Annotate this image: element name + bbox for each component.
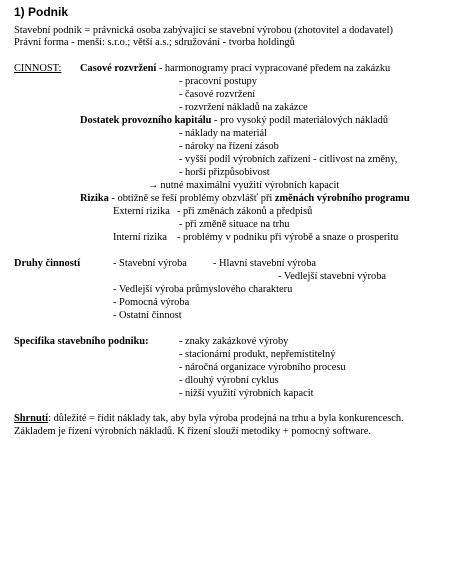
dostatek-item: - vyšší podíl výrobních zařízení - citlivost na změny, bbox=[179, 154, 398, 165]
shrnuti-label: Shrnutí bbox=[14, 413, 49, 424]
rizika-label: Rizika bbox=[80, 193, 109, 204]
specifika-item: - náročná organizace výrobního procesu bbox=[179, 362, 346, 373]
dostatek-text: - pro vysoký podíl materiálových nákladů bbox=[211, 115, 389, 126]
druhy-hlavni: - Hlavní stavební výroba bbox=[213, 258, 317, 269]
casove-label: Casové rozvržení bbox=[80, 63, 157, 74]
rizika-text-bold: změnách výrobního programu bbox=[274, 193, 410, 204]
cinnost-label: CINNOST: bbox=[14, 63, 62, 74]
dostatek-item: - horší přizpůsobivost bbox=[179, 167, 270, 178]
dostatek-label: Dostatek provozního kapitálu bbox=[80, 115, 212, 126]
externi-rizika-label: Externí rizika bbox=[113, 206, 170, 217]
interni-rizika-label: Interní rizika bbox=[113, 232, 167, 243]
specifika-item: - dlouhý výrobní cyklus bbox=[179, 375, 279, 386]
druhy-stavebni: - Stavební výroba bbox=[113, 258, 187, 269]
casove-item: - časové rozvržení bbox=[179, 89, 256, 100]
casove-item: - rozvržení nákladů na zakázce bbox=[179, 102, 308, 113]
rizika-text: - obtížně se řeší problémy obzvlášť při bbox=[108, 193, 275, 204]
casove-text: - harmonogramy prací vypracované předem na zakázku bbox=[156, 63, 391, 74]
druhy-vedlejsi-stavebni: - Vedlejší stavební výroba bbox=[278, 271, 387, 282]
dostatek-item: - nároky na řízení zásob bbox=[179, 141, 279, 152]
externi-rizika-item: - při změnách zákonů a předpisů bbox=[177, 206, 313, 217]
casove-line bbox=[80, 63, 390, 75]
dostatek-conclusion bbox=[148, 180, 339, 192]
interni-rizika-item: - problémy v podniku při výrobě a snaze o prosperitu bbox=[177, 232, 399, 243]
shrnuti-text-1: : důležité = řídit náklady tak, aby byla výroba prodejná na trhu a byla konkurencesch. bbox=[48, 413, 404, 424]
specifika-label: Specifika stavebního podniku: bbox=[14, 336, 149, 347]
intro-line-2: Právní forma - menší: s.r.o.; větší a.s.; sdružování - tvorba holdingů bbox=[14, 37, 295, 48]
dostatek-conclusion-text: nutné maximální využití výrobních kapacit bbox=[160, 180, 340, 191]
externi-rizika-item: - při změně situace na trhu bbox=[179, 219, 290, 230]
dostatek-line bbox=[80, 115, 388, 127]
druhy-label: Druhy činností bbox=[14, 258, 81, 269]
page-title: 1) Podnik bbox=[14, 5, 69, 19]
specifika-item: - nižší využití výrobních kapacit bbox=[179, 388, 314, 399]
druhy-item: - Ostatní činnost bbox=[113, 310, 182, 321]
shrnuti-line-1 bbox=[14, 413, 404, 425]
druhy-item: - Pomocná výroba bbox=[113, 297, 190, 308]
right-arrow-icon: → bbox=[148, 180, 159, 191]
rizika-line bbox=[80, 193, 410, 205]
specifika-item: - stacionární produkt, nepřemístitelný bbox=[179, 349, 336, 360]
dostatek-item: - náklady na materiál bbox=[179, 128, 267, 139]
casove-item: - pracovní postupy bbox=[179, 76, 257, 87]
shrnuti-line-2: Základem je řízení výrobních nákladů. K řízení slouží metodiky + pomocný software. bbox=[14, 426, 372, 437]
specifika-item: - znaky zakázkové výroby bbox=[179, 336, 289, 347]
intro-line-1: Stavební podnik = právnická osoba zabývající se stavební výrobou (zhotovitel a dodavatel) bbox=[14, 25, 393, 36]
druhy-item: - Vedlejší výroba průmyslového charakteru bbox=[113, 284, 293, 295]
